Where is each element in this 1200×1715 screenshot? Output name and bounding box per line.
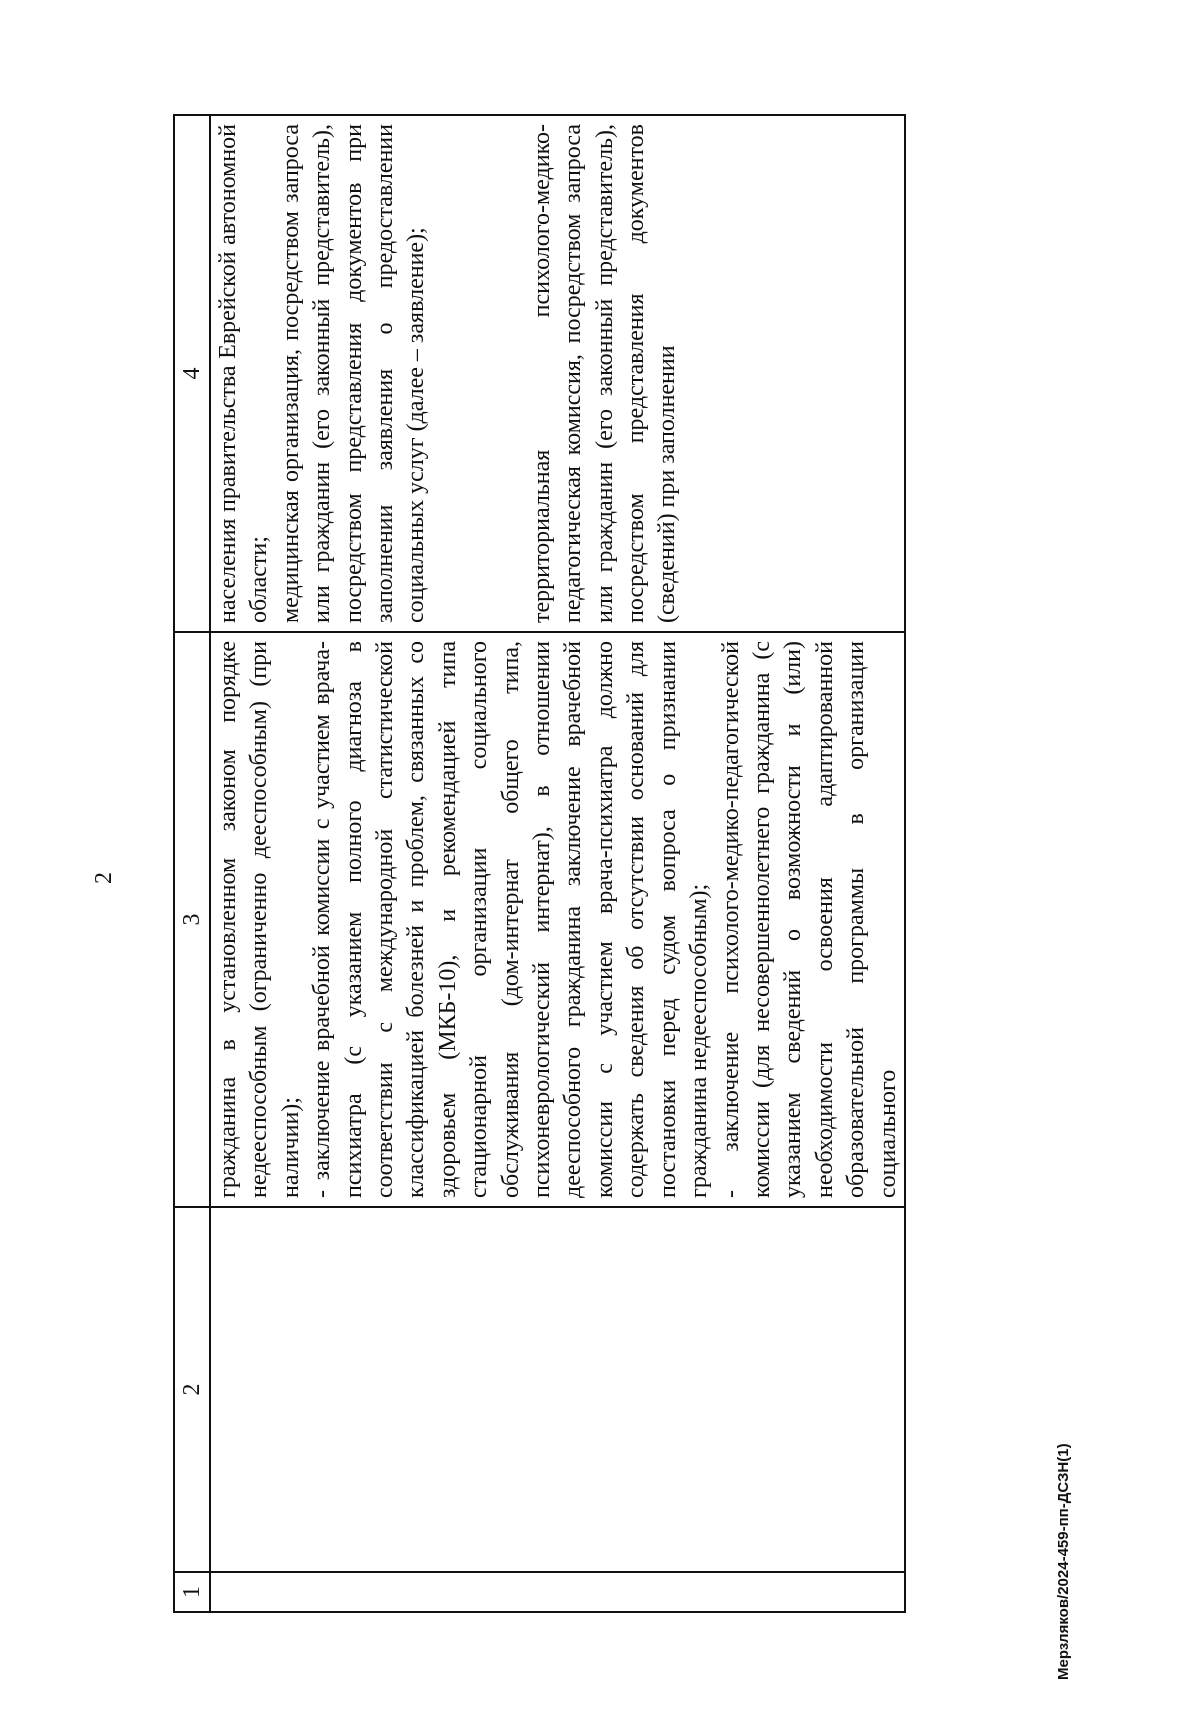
- table-header: [174, 115, 210, 1612]
- document-table: [173, 114, 906, 1613]
- document-source-text-2: медицинская организация, посредством запроса или гражданин (его законный представитель), посредством представления документов при заполнении заявления о предоставлении социальных услуг (далее – заявление);: [277, 124, 430, 623]
- table-cell-col2: [210, 1207, 905, 1572]
- column-header-3: 3: [174, 632, 210, 1207]
- footer-document-code-text: Мерзляков/2024-459-пп-ДСЗН(1): [1055, 1443, 1072, 1680]
- required-document-text-3: - заключение психолого-медико-педагогической комиссии (для несовершеннолетнего гражданина (с указанием сведений о возможности и (или) необходимости освоения адаптированной образовательной программы в организации социального: [717, 641, 901, 1198]
- required-document-text-2: - заключение врачебной комиссии с участием врача-психиатра (с указанием полного диагноза в соответствии с международной статистической классификацией болезней и проблем, связанных со здоровьем (МКБ-10), и рекомендацией типа стационарной организации социального обслуживания (дом-интернат общего типа, психоневрологический интернат), в отношении дееспособного гражданина заключение врачебной комиссии с участием врача-психиатра должно содержать сведения об отсутствии оснований для постановки перед судом вопроса о признании гражданина недееспособным);: [309, 641, 713, 1198]
- table-cell-col3: [210, 632, 905, 1207]
- column-header-2: 2: [174, 1207, 210, 1572]
- required-document-text-1: гражданина в установленном законом порядке недееспособным (ограниченно дееспособным) (при наличии);: [215, 641, 304, 1198]
- column-header-4: 4: [174, 115, 210, 632]
- column-header-1: 1: [174, 1572, 210, 1612]
- rotated-page-content: [173, 116, 1118, 1613]
- page-number: 2: [91, 872, 117, 884]
- document-source-text-3: территориальная психолого-медико-педагогическая комиссия, посредством запроса или гражданин (его законный представитель), посредством представления документов (сведений) при заполнении: [528, 124, 681, 623]
- table-cell-col1: [210, 1572, 905, 1612]
- document-source-text-1: населения правительства Еврейской автономной области;: [215, 124, 273, 623]
- table-cell-col4: [210, 115, 905, 632]
- table-row: [210, 115, 905, 1612]
- table-header-row: [174, 115, 210, 1612]
